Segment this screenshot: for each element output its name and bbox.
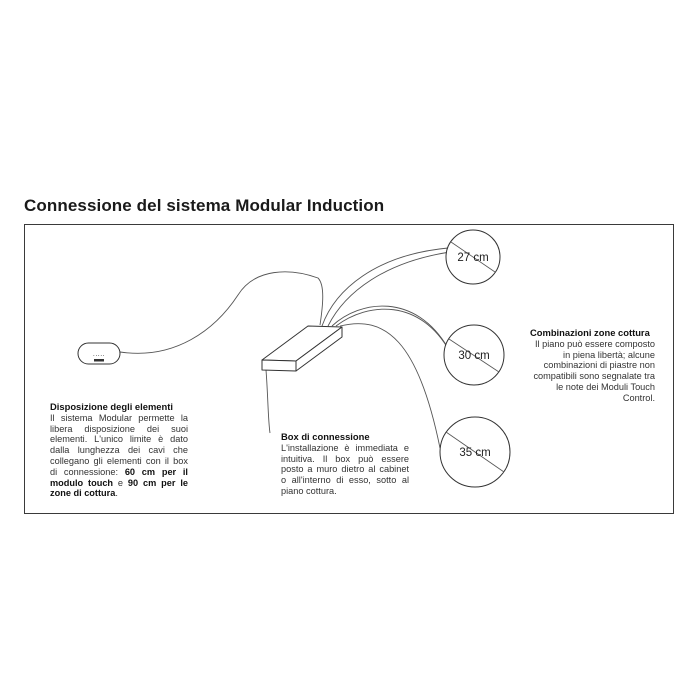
- disposizione-text: Il sistema Modular permette la libera disposizione dei suoi elementi. L'unico limite è dato dalla lunghezza dei cavi che collegano gli elementi con il box di connessione:: [50, 412, 188, 477]
- disposizione-end: .: [115, 488, 118, 499]
- zone-27-label: 27 cm: [457, 252, 489, 264]
- cable-zone-30b: [336, 309, 450, 352]
- zone-35-label: 35 cm: [459, 447, 491, 459]
- connection-box: [262, 326, 342, 371]
- cable-zone-35: [340, 324, 440, 448]
- disposizione-mid: e: [113, 477, 128, 488]
- box-connessione-text: L'installazione è immediata e intuitiva. Il box può essere posto a muro dietro al cabinet o all'interno di esso, sotto al piano cottura.: [281, 442, 409, 496]
- combinazioni-text: Il piano può essere composto in piena libertà; alcune combinazioni di piastre non compatibili sono segnalate tra le note dei Moduli Touch Control.: [533, 338, 655, 403]
- combinazioni-block: [530, 328, 655, 404]
- cooking-zone-30: [444, 325, 504, 385]
- touch-module: [78, 343, 120, 364]
- cable-floor: [266, 370, 270, 433]
- disposizione-block: [50, 402, 188, 499]
- disposizione-bold-touch: 60 cm per il modulo touch: [50, 466, 188, 488]
- cooking-zone-27: [446, 230, 500, 284]
- page-title: Connessione del sistema Modular Induction: [24, 196, 385, 215]
- box-connessione-heading: Box di connessione: [281, 431, 370, 442]
- disposizione-heading: Disposizione degli elementi: [50, 401, 173, 412]
- cable-zone-27: [322, 248, 448, 326]
- zone-30-label: 30 cm: [458, 350, 490, 362]
- touch-module-indicator: .....: [92, 351, 106, 358]
- cooking-zone-35: [440, 417, 510, 487]
- disposizione-bold-zones: 90 cm per le zone di cottura: [50, 477, 188, 499]
- box-connessione-block: [281, 432, 409, 497]
- combinazioni-heading: Combinazioni zone cottura: [530, 327, 650, 338]
